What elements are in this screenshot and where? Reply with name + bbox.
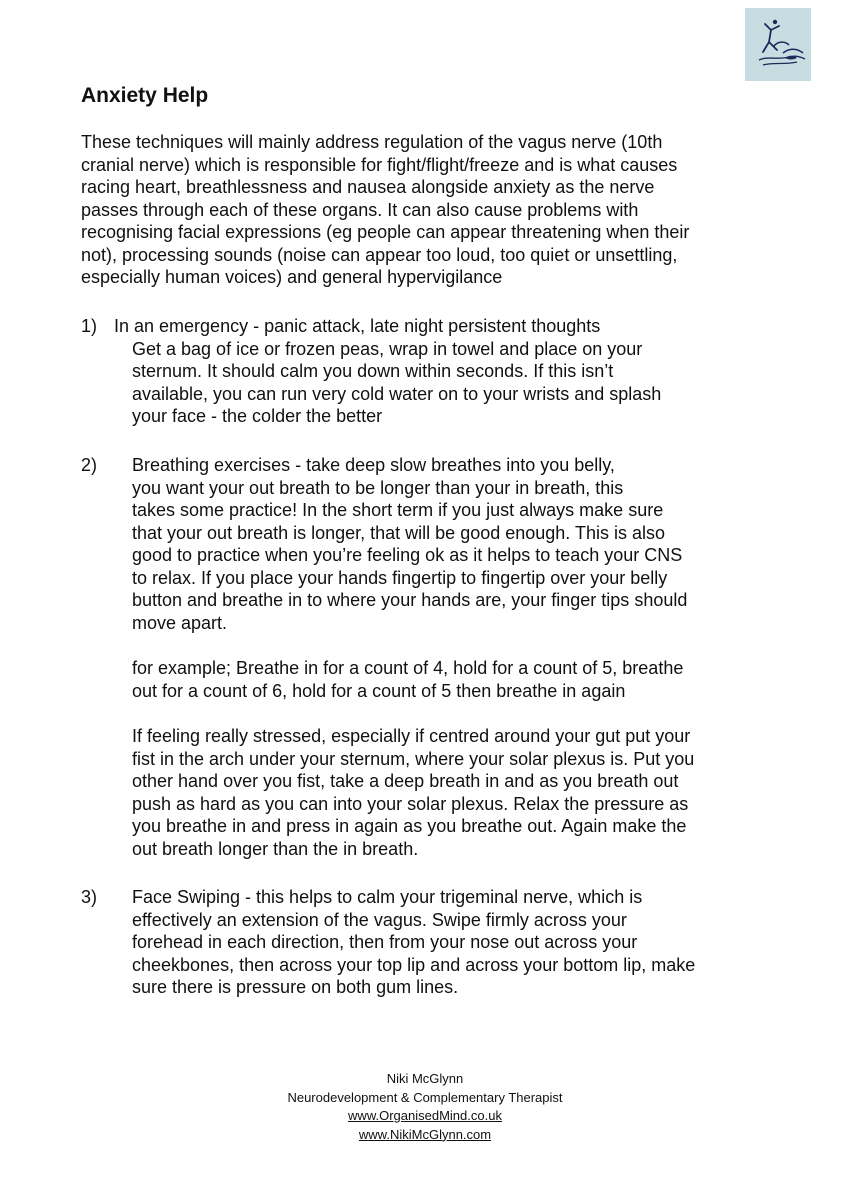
item-line: for example; Breathe in for a count of 4, hold for a count of 5, breathe — [132, 658, 684, 678]
footer-role: Neurodevelopment & Complementary Therapist — [287, 1089, 563, 1105]
item-line: out for a count of 6, hold for a count of 5 then breathe in again — [132, 680, 626, 701]
item-line: you want your out breath to be longer than your in breath, this — [132, 477, 624, 498]
item-line: Face Swiping - this helps to calm your trigeminal nerve, which is — [132, 887, 643, 907]
item-line: available, you can run very cold water on to your wrists and splash — [132, 383, 662, 404]
item-line: Breathing exercises - take deep slow breathes into you belly, — [132, 455, 615, 475]
item-line: sternum. It should calm you down within seconds. If this isn’t — [132, 361, 614, 381]
item-line: you breathe in and press in again as you breathe out. Again make the — [132, 816, 687, 836]
item-line: Get a bag of ice or frozen peas, wrap in towel and place on your — [132, 338, 643, 359]
item-line: your face - the colder the better — [132, 406, 383, 426]
nikimcglynn-link[interactable]: www.NikiMcGlynn.com — [358, 1126, 492, 1142]
item-line: good to practice when you’re feeling ok as it helps to teach your CNS — [132, 545, 683, 565]
intro-line: cranial nerve) which is responsible for fight/flight/freeze and is what causes — [81, 154, 678, 175]
intro-line: racing heart, breathlessness and nausea alongside anxiety as the nerve — [81, 177, 655, 197]
item-number: 3) — [81, 887, 98, 907]
item-line: sure there is pressure on both gum lines. — [132, 977, 459, 997]
item-line: out breath longer than the in breath. — [132, 838, 419, 859]
intro-line: recognising facial expressions (eg people can appear threatening when their — [81, 222, 690, 242]
item-line: If feeling really stressed, especially if centred around your gut put your — [132, 726, 691, 746]
item-line: button and breathe in to where your hands are, your finger tips should — [132, 590, 688, 610]
item-heading: In an emergency - panic attack, late night persistent thoughts — [114, 316, 601, 336]
item-line: that your out breath is longer, that will be good enough. This is also — [132, 522, 666, 543]
item-line: push as hard as you can into your solar plexus. Relax the pressure as — [132, 793, 689, 814]
item-line: cheekbones, then across your top lip and across your bottom lip, make — [132, 954, 696, 975]
item-line: other hand over you fist, take a deep breath in and as you breath out — [132, 771, 679, 791]
intro-line: passes through each of these organs. It can also cause problems with — [81, 199, 639, 220]
intro-line: not), processing sounds (noise can appear too loud, too quiet or unsettling, — [81, 244, 678, 265]
item-line: forehead in each direction, then from your nose out across your — [132, 932, 638, 952]
logo — [745, 8, 811, 81]
organisedmind-link[interactable]: www.OrganisedMind.co.uk — [348, 1108, 502, 1123]
intro-line: These techniques will mainly address regulation of the vagus nerve (10th — [81, 132, 663, 152]
intro-line: especially human voices) and general hypervigilance — [81, 267, 503, 287]
footer — [250, 1070, 600, 1144]
figure-logo-icon — [745, 8, 811, 81]
footer-name: Niki McGlynn — [386, 1071, 464, 1086]
item-number: 1) — [81, 316, 98, 336]
item-line: effectively an extension of the vagus. Swipe firmly across your — [132, 909, 627, 930]
item-line: fist in the arch under your sternum, where your solar plexus is. Put you — [132, 748, 695, 769]
item-number: 2) — [81, 455, 98, 475]
item-line: move apart. — [132, 612, 228, 633]
item-line: takes some practice! In the short term if you just always make sure — [132, 500, 664, 520]
page-title: Anxiety Help — [81, 84, 209, 107]
item-line: to relax. If you place your hands fingertip to fingertip over your belly — [132, 567, 668, 588]
